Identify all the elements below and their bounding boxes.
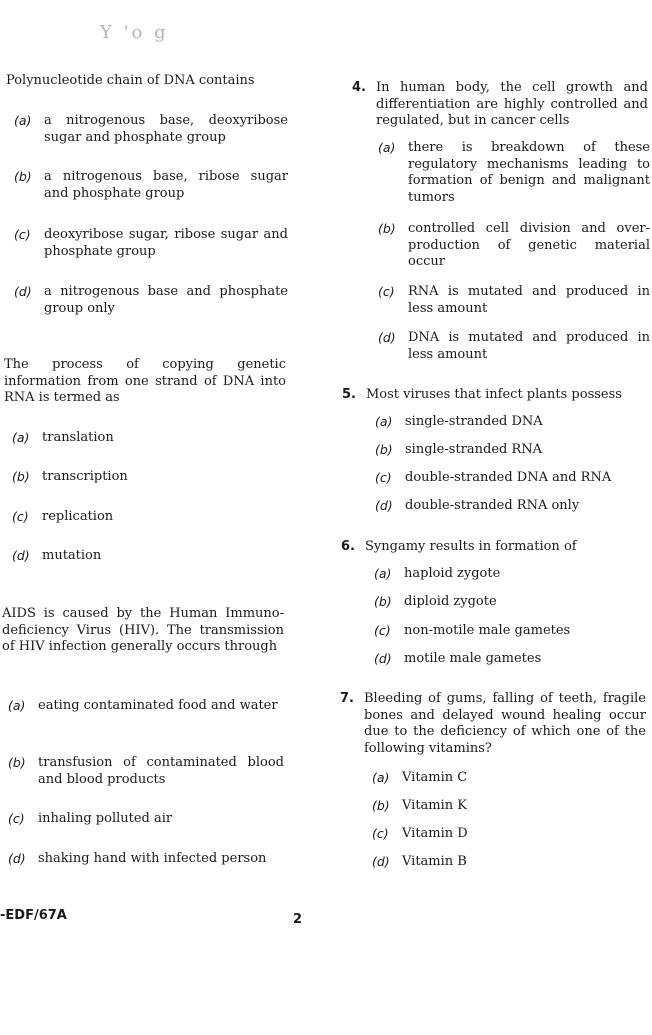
question-4-stem: In human body, the cell growth and differentiation are highly controlled and regulated, but in cancer cells xyxy=(376,80,648,128)
question-3-option-b: (b) transfusion of contaminated blood and blood products xyxy=(8,755,284,787)
question-1-stem: Polynucleotide chain of DNA contains xyxy=(6,73,255,88)
question-5-option-a: (a) single-stranded DNA xyxy=(375,414,543,429)
question-4-option-c: (c) RNA is mutated and produced in less amount xyxy=(378,284,650,316)
question-7 xyxy=(340,691,646,757)
question-5-option-c: (c) double-stranded DNA and RNA xyxy=(375,470,612,485)
question-2-stem: The process of copying genetic information from one strand of DNA into RNA is termed as xyxy=(4,357,286,405)
question-7-option-a: (a) Vitamin C xyxy=(372,770,468,785)
question-4-option-a: (a) there is breakdown of these regulatory mechanisms leading to formation of benign and malignant tumors xyxy=(378,140,650,205)
question-3-option-c: (c) inhaling polluted air xyxy=(8,811,173,826)
question-1-option-c: (c) deoxyribose sugar, ribose sugar and phosphate group xyxy=(14,227,288,259)
question-3-stem: AIDS is caused by the Human Immuno-deficiency Virus (HIV). The transmission of HIV infection generally occurs through xyxy=(2,606,284,654)
question-1-option-d: (d) a nitrogenous base and phosphate group only xyxy=(14,284,288,316)
question-5-number: 5. xyxy=(342,387,356,402)
footer-exam-code: -EDF/67A xyxy=(0,908,67,923)
question-5-stem: Most viruses that infect plants possess xyxy=(366,387,622,402)
question-7-option-d: (d) Vitamin B xyxy=(372,854,467,869)
question-7-option-b: (b) Vitamin K xyxy=(372,798,467,813)
question-6-option-a: (a) haploid zygote xyxy=(374,566,501,581)
question-2-option-a: (a) translation xyxy=(12,430,114,445)
question-4-option-d: (d) DNA is mutated and produced in less amount xyxy=(378,330,650,362)
question-1-option-a: (a) a nitrogenous base, deoxyribose sugar and phosphate group xyxy=(14,113,288,145)
question-2-option-c: (c) replication xyxy=(12,509,114,524)
page-number: 2 xyxy=(293,912,303,927)
question-3 xyxy=(2,606,284,656)
question-5-option-d: (d) double-stranded RNA only xyxy=(375,498,580,513)
question-7-option-c: (c) Vitamin D xyxy=(372,826,468,841)
question-5-option-b: (b) single-stranded RNA xyxy=(375,442,543,457)
question-1 xyxy=(6,73,286,90)
question-2 xyxy=(4,357,286,407)
question-3-option-d: (d) shaking hand with infected person xyxy=(8,851,267,866)
question-1-option-b: (b) a nitrogenous base, ribose sugar and phosphate group xyxy=(14,169,288,201)
question-7-stem: Bleeding of gums, falling of teeth, fragile bones and delayed wound healing occur due to the deficiency of which one of the following vitamins? xyxy=(364,691,646,756)
question-2-option-d: (d) mutation xyxy=(12,548,102,563)
question-6-option-b: (b) diploid zygote xyxy=(374,594,497,609)
question-6-number: 6. xyxy=(341,539,355,554)
header-scan-mark: Y 'o g xyxy=(100,22,169,43)
question-4-option-b: (b) controlled cell division and over-production of genetic material occur xyxy=(378,221,650,269)
question-7-number: 7. xyxy=(340,691,354,706)
question-5 xyxy=(342,387,646,404)
question-6-option-c: (c) non-motile male gametes xyxy=(374,623,571,638)
question-6-option-d: (d) motile male gametes xyxy=(374,651,542,666)
question-4 xyxy=(352,80,648,130)
question-4-number: 4. xyxy=(352,80,366,95)
question-2-option-b: (b) transcription xyxy=(12,469,128,484)
question-3-option-a: (a) eating contaminated food and water xyxy=(8,698,278,713)
question-6 xyxy=(341,539,645,556)
question-6-stem: Syngamy results in formation of xyxy=(365,539,577,554)
